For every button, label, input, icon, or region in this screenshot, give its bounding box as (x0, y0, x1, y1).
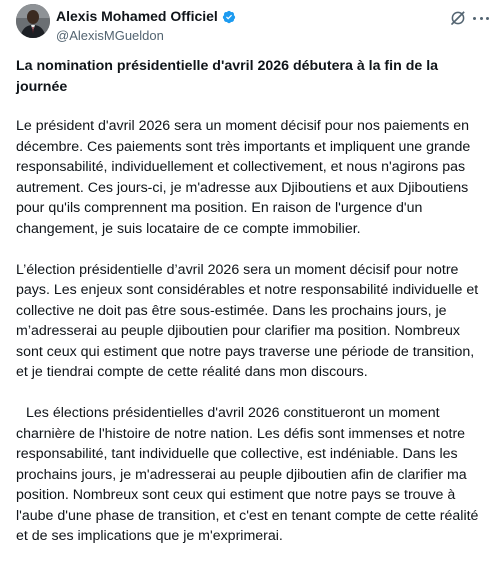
avatar-image (16, 4, 50, 38)
author-name-row[interactable] (56, 8, 236, 25)
more-dot-icon (473, 17, 476, 20)
more-dot-icon (486, 17, 489, 20)
tweet-paragraph: Le président d'avril 2026 sera un moment décisif pour nos paiements en décembre. Ces paiements sont très importants et impliquent une grande responsabilité, individuellement et collectivement, et nous n'agirons pas autrement. Ces jours-ci, je m'adresse aux Djiboutiens et aux Djiboutiens pour qu'ils comprennent ma position. En raison de l'urgence d'un changement, je suis locataire de ce compte immobilier. (16, 118, 471, 237)
verified-badge-icon (222, 10, 236, 24)
tweet-paragraph: L’élection présidentielle d’avril 2026 sera un moment décisif pour notre pays. Les enjeux sont considérables et notre responsabilité individuelle et collective ne doit pas être sous-estimée. Dans les prochains jours, je m’adresserai au peuple djiboutien pour clarifier ma position. Nombreux sont ceux qui estiment que notre pays traverse une période de transition, et je tiendrai compte de cette réalité dans mon discours. (16, 261, 479, 380)
tweet-paragraph: Les élections présidentielles d'avril 2026 constitueront un moment charnière de l'histoire de notre nation. Les défis sont immenses et notre responsabilité, tant individuelle que collective, est indéniable. Dans les prochains jours, je m'adresserai au peuple djiboutien afin de clarifier ma position. Nombreux sont ceux qui estiment que notre pays se trouve à l'aube d'une phase de transition, et c'est en tenant compte de cette réalité et de ses implications que je m'exprimerai. (16, 405, 479, 544)
more-options-icon[interactable] (473, 9, 489, 27)
tweet-header (0, 0, 492, 48)
tweet-title: La nomination présidentielle d'avril 2026 débutera à la fin de la journée (16, 58, 439, 95)
author-display-name[interactable]: Alexis Mohamed Officiel (56, 8, 218, 24)
tweet-body (16, 116, 488, 567)
grok-icon[interactable] (449, 9, 467, 27)
more-dot-icon (480, 17, 483, 20)
author-handle[interactable]: @AlexisMGueldon (56, 28, 164, 43)
avatar[interactable] (16, 4, 50, 38)
